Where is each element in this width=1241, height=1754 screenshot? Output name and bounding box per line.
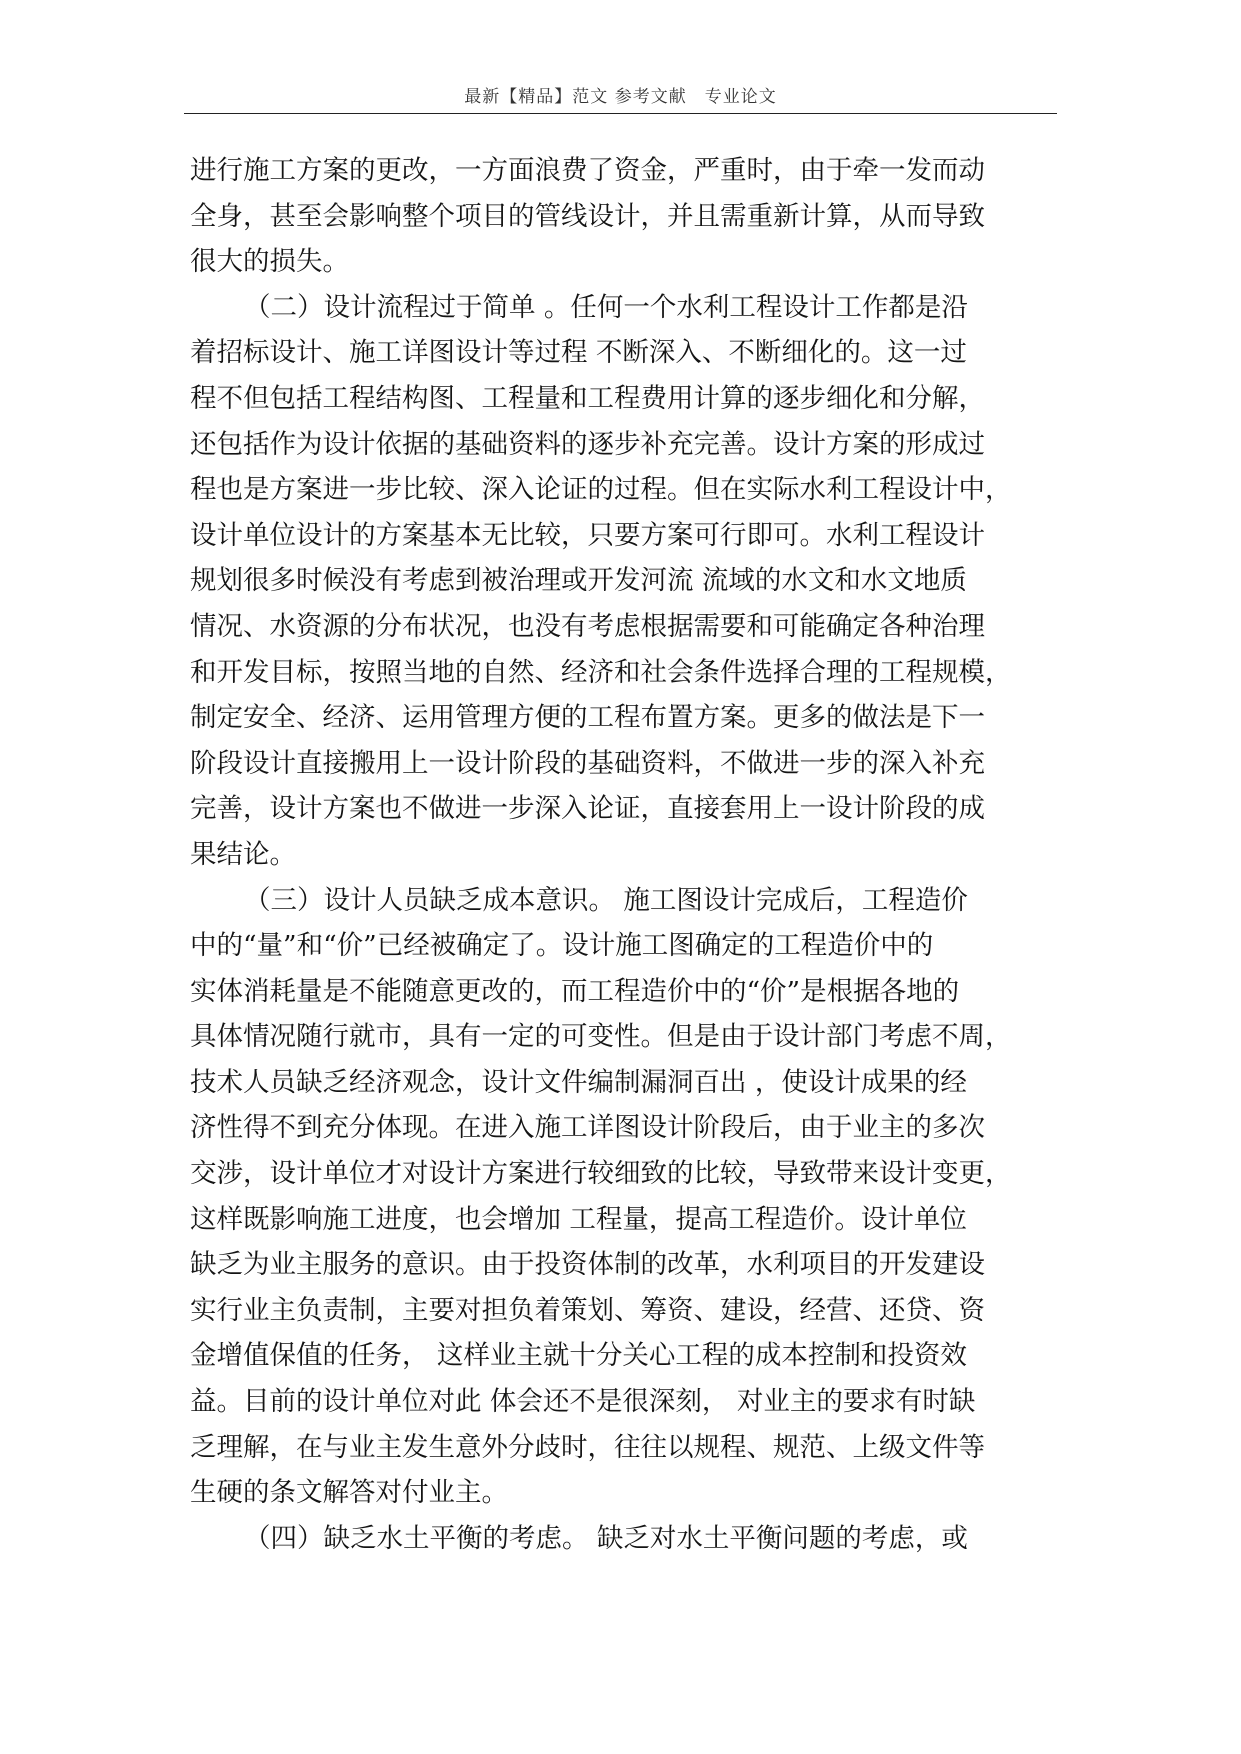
text-line: 设计单位设计的方案基本无比较，只要方案可行即可。水利工程设计: [190, 519, 985, 551]
text-line: 交涉，设计单位才对设计方案进行较细致的比较，导致带来设计变更，: [190, 1158, 1012, 1190]
text-line: 中的“量”和“价”已经被确定了。设计施工图确定的工程造价中的: [190, 930, 934, 962]
text-line: 实体消耗量是不能随意更改的，而工程造价中的“价”是根据各地的: [190, 975, 960, 1007]
text-line: 益。目前的设计单位对此 体会还不是很深刻， 对业主的要求有时缺: [190, 1386, 976, 1418]
text-line: 完善，设计方案也不做进一步深入论证，直接套用上一设计阶段的成: [190, 793, 985, 825]
text-line: 规划很多时候没有考虑到被治理或开发河流 流域的水文和水文地质: [190, 565, 967, 597]
text-line: 果结论。: [190, 838, 296, 870]
text-line: 很大的损失。: [190, 246, 349, 278]
text-line: 程不但包括工程结构图、工程量和工程费用计算的逐步细化和分解，: [190, 382, 985, 414]
paragraph-soil-water-balance: [190, 1516, 1070, 1562]
text-line: 阶段设计直接搬用上一设计阶段的基础资料，不做进一步的深入补充: [190, 747, 985, 779]
running-header: 最新【精品】范文 参考文献 专业论文: [464, 87, 777, 107]
document-body: [190, 148, 1070, 1561]
text-line: 着招标设计、施工详图设计等过程 不断深入、不断细化的。这一过: [190, 337, 967, 369]
text-line: 和开发目标，按照当地的自然、经济和社会条件选择合理的工程规模，: [190, 656, 1012, 688]
paragraph-cost-awareness: [190, 878, 1070, 1516]
text-line: 金增值保值的任务， 这样业主就十分关心工程的成本控制和投资效: [190, 1340, 967, 1372]
text-line: 缺乏为业主服务的意识。由于投资体制的改革，水利项目的开发建设: [190, 1249, 985, 1281]
text-line: （二）设计流程过于简单 。任何一个水利工程设计工作都是沿: [244, 291, 968, 323]
text-line: 生硬的条文解答对付业主。: [190, 1477, 508, 1509]
text-line: 实行业主负责制，主要对担负着策划、筹资、建设，经营、还贷、资: [190, 1294, 985, 1326]
text-line: 还包括作为设计依据的基础资料的逐步补充完善。设计方案的形成过: [190, 428, 985, 460]
text-line: 进行施工方案的更改，一方面浪费了资金，严重时，由于牵一发而动: [190, 155, 985, 186]
text-line: 制定安全、经济、运用管理方便的工程布置方案。更多的做法是下一: [190, 702, 985, 734]
text-line: （三）设计人员缺乏成本意识。 施工图设计完成后，工程造价: [244, 884, 968, 916]
text-line: 技术人员缺乏经济观念，设计文件编制漏洞百出 ，使设计成果的经: [190, 1066, 967, 1098]
text-line: 全身，甚至会影响整个项目的管线设计，并且需重新计算，从而导致: [190, 200, 985, 232]
text-line: 乏理解，在与业主发生意外分歧时，往往以规程、规范、上级文件等: [190, 1431, 985, 1463]
text-line: 具体情况随行就市，具有一定的可变性。但是由于设计部门考虑不周，: [190, 1021, 1012, 1053]
paragraph-design-process: [190, 285, 1070, 878]
text-line: 这样既影响施工进度，也会增加 工程量，提高工程造价。设计单位: [190, 1203, 967, 1235]
text-line: 情况、水资源的分布状况，也没有考虑根据需要和可能确定各种治理: [190, 610, 985, 642]
text-line: （四）缺乏水土平衡的考虑。 缺乏对水土平衡问题的考虑，或: [244, 1522, 968, 1554]
paragraph-intro-continuation: [190, 148, 1070, 285]
text-line: 程也是方案进一步比较、深入论证的过程。但在实际水利工程设计中，: [190, 474, 1012, 506]
text-line: 济性得不到充分体现。在进入施工详图设计阶段后，由于业主的多次: [190, 1112, 985, 1144]
header-divider: [184, 113, 1057, 114]
